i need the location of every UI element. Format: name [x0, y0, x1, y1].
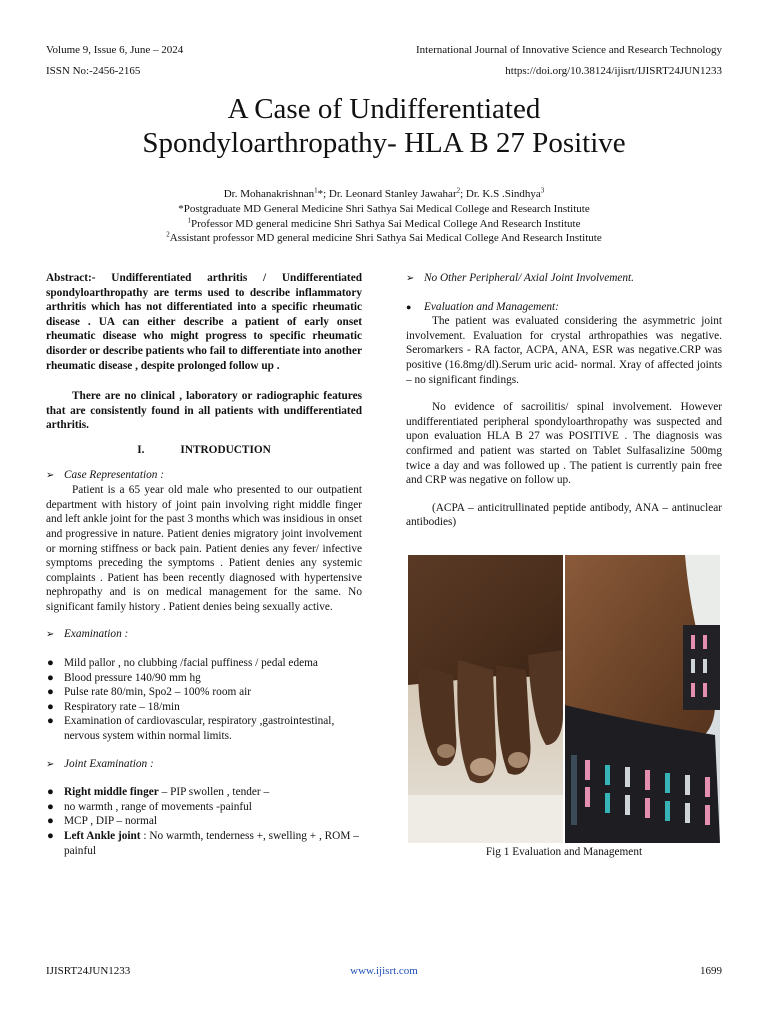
- section-title: INTRODUCTION: [180, 443, 271, 456]
- case-heading-label: Case Representation :: [64, 468, 164, 481]
- arrow-bullet-icon: ➢: [46, 758, 55, 770]
- author-line: [0, 187, 768, 202]
- eval-heading: [406, 300, 722, 315]
- bullet-icon: ●: [47, 671, 54, 684]
- title-line-1: A Case of Undifferentiated: [227, 93, 541, 125]
- bullet-icon: ●: [406, 301, 412, 312]
- arrow-bullet-icon: ➢: [46, 629, 55, 641]
- list-item-text: Pulse rate 80/min, Spo2 – 100% room air: [64, 686, 252, 699]
- list-item-text: : No warmth, tenderness +, swelling + , ROM – painful: [64, 830, 359, 857]
- volume-info: Volume 9, Issue 6, June – 2024: [46, 44, 184, 56]
- joint-heading-label: Joint Examination :: [64, 757, 154, 770]
- case-text: Patient is a 65 year old male who presented to our outpatient department with history of joint pain involving right middle finger and left ankle joint for the past 3 months which was insidious in onset and progressive in nature. Patient denies migratory joint involvement or morning stiffness or back pain. Patient denies any fever/ infective symptoms preceding the symptoms . Patient denies any systemic complaints . Patient has been recently diagnosed with hypertensive nephropathy and is on medical management for the same. No significant family history . Patient denies being sexually active.: [46, 484, 362, 613]
- list-item: [46, 700, 362, 715]
- list-item-text: no warmth , range of movements -painful: [64, 800, 252, 813]
- arrow-bullet-icon: ➢: [406, 273, 415, 284]
- list-item: [46, 829, 362, 858]
- no-other-label: No Other Peripheral/ Axial Joint Involvement.: [424, 272, 634, 284]
- left-column: [46, 271, 362, 858]
- issn: ISSN No:-2456-2165: [46, 65, 141, 77]
- joint-heading: [46, 757, 362, 773]
- bullet-icon: ●: [47, 786, 54, 799]
- list-item: [46, 671, 362, 686]
- exam-heading-label: Examination :: [64, 628, 129, 641]
- journal-name: International Journal of Innovative Science and Research Technology: [415, 44, 722, 56]
- no-other-heading: [406, 271, 722, 287]
- list-item-text: MCP , DIP – normal: [64, 815, 157, 828]
- list-item: [46, 785, 362, 800]
- author-2: *; Dr. Leonard Stanley Jawahar: [317, 188, 457, 200]
- bullet-icon: ●: [47, 686, 54, 699]
- affiliation-1: *Postgraduate MD General Medicine Shri Sathya Sai Medical College and Research Institute: [178, 203, 590, 215]
- bullet-icon: ●: [47, 800, 54, 813]
- ankle-photo: [565, 555, 720, 843]
- list-item-text: – PIP swollen , tender –: [158, 786, 270, 799]
- list-item: [46, 714, 362, 743]
- section-number: I.: [137, 443, 145, 456]
- abstract: Abstract:- Undifferentiated arthritis / Undifferentiated spondyloarthropathy are terms used to describe inflammatory arthritis which has not differentiated into a specific rheumatic disease . UA can either describe a patient of early onset rheumatic disease who might progress to specific rheumatic disorder or describe patients who fail to differentiate into another rheumatic disease , despite prolonged follow up .: [46, 272, 362, 372]
- list-item-bold: Right middle finger: [64, 786, 159, 799]
- list-item-text: Examination of cardiovascular, respiratory ,gastrointestinal, nervous system within normal limits.: [64, 715, 335, 743]
- page-number: 1699: [700, 965, 722, 977]
- section-heading-introduction: [46, 443, 362, 458]
- affiliation-2-sup: 1: [187, 216, 191, 225]
- list-item-text: Mild pallor , no clubbing /facial puffiness / pedal edema: [64, 657, 318, 670]
- author-1-sup: 1: [314, 186, 318, 195]
- author-3-sup: 3: [540, 186, 545, 195]
- bullet-icon: ●: [47, 657, 54, 670]
- footer-paper-id: IJISRT24JUN1233: [46, 965, 131, 977]
- affiliation-2: [0, 217, 768, 232]
- eval-heading-label: Evaluation and Management:: [424, 300, 559, 313]
- right-column: [406, 271, 722, 530]
- affiliation-3: [0, 231, 768, 246]
- author-1: Dr. Mohanakrishnan: [223, 188, 315, 200]
- list-item: [46, 814, 362, 829]
- author-3: ; Dr. K.S .Sindhya: [460, 188, 541, 200]
- list-item-text: Blood pressure 140/90 mm hg: [64, 671, 201, 684]
- footer-site-link[interactable]: www.ijisrt.com: [350, 965, 418, 977]
- list-item: [46, 800, 362, 815]
- list-item-bold: Left Ankle joint: [64, 830, 141, 842]
- arrow-bullet-icon: ➢: [46, 469, 55, 481]
- eval-text: The patient was evaluated considering the asymmetric joint involvement. Evaluation for crystal arthropathies was negative. Seromarkers - RA factor, ACPA, ANA, ESR was negative.CRP was positive (16.8mg/dl).Serum uric acid- normal. Xray of affected joints – no significant findings.: [406, 315, 722, 386]
- abstract-continued: There are no clinical , laboratory or radiographic features that are consistently found in all patients with undifferentiated arthritis.: [46, 390, 362, 432]
- eval-text-2: No evidence of sacroilitis/ spinal involvement. However undifferentiated peripheral spondyloarthropathy was suspected and upon evaluation HLA B 27 was POSITIVE . The diagnosis was confirmed and patient was started on Tablet Sulfasalizine 500mg twice a day and was followed up . The patient is currently pain free and CRP was negative on follow up.: [406, 401, 722, 487]
- paper-title: [0, 92, 768, 160]
- affiliation-3-sup: 2: [166, 230, 170, 239]
- finger-photo: [408, 555, 565, 843]
- list-item: [46, 656, 362, 671]
- ankle-photo-image: [565, 555, 720, 843]
- figure-1: [408, 555, 720, 843]
- bullet-icon: ●: [47, 700, 54, 713]
- author-2-sup: 2: [456, 186, 461, 195]
- joint-list: [46, 785, 362, 858]
- list-item: [46, 685, 362, 700]
- bullet-icon: ●: [47, 715, 54, 728]
- title-line-2: Spondyloarthropathy- HLA B 27 Positive: [142, 127, 626, 159]
- doi-link[interactable]: https://doi.org/10.38124/ijisrt/IJISRT24JUN1233: [505, 65, 722, 77]
- finger-photo-image: [408, 555, 563, 843]
- case-heading: [46, 468, 362, 484]
- affiliation-2-text: Professor MD general medicine Shri Sathya Sai Medical College And Research Institute: [191, 218, 581, 230]
- affiliation-3-text: Assistant professor MD general medicine Shri Sathya Sai Medical College And Research Institute: [169, 232, 602, 244]
- abbreviations: (ACPA – anticitrullinated peptide antibody, ANA – antinuclear antibodies): [406, 501, 722, 529]
- bullet-icon: ●: [47, 815, 54, 828]
- figure-caption: Fig 1 Evaluation and Management: [485, 846, 643, 858]
- bullet-icon: ●: [47, 830, 54, 842]
- exam-list: [46, 656, 362, 744]
- list-item-text: Respiratory rate – 18/min: [64, 700, 180, 713]
- exam-heading: [46, 627, 362, 643]
